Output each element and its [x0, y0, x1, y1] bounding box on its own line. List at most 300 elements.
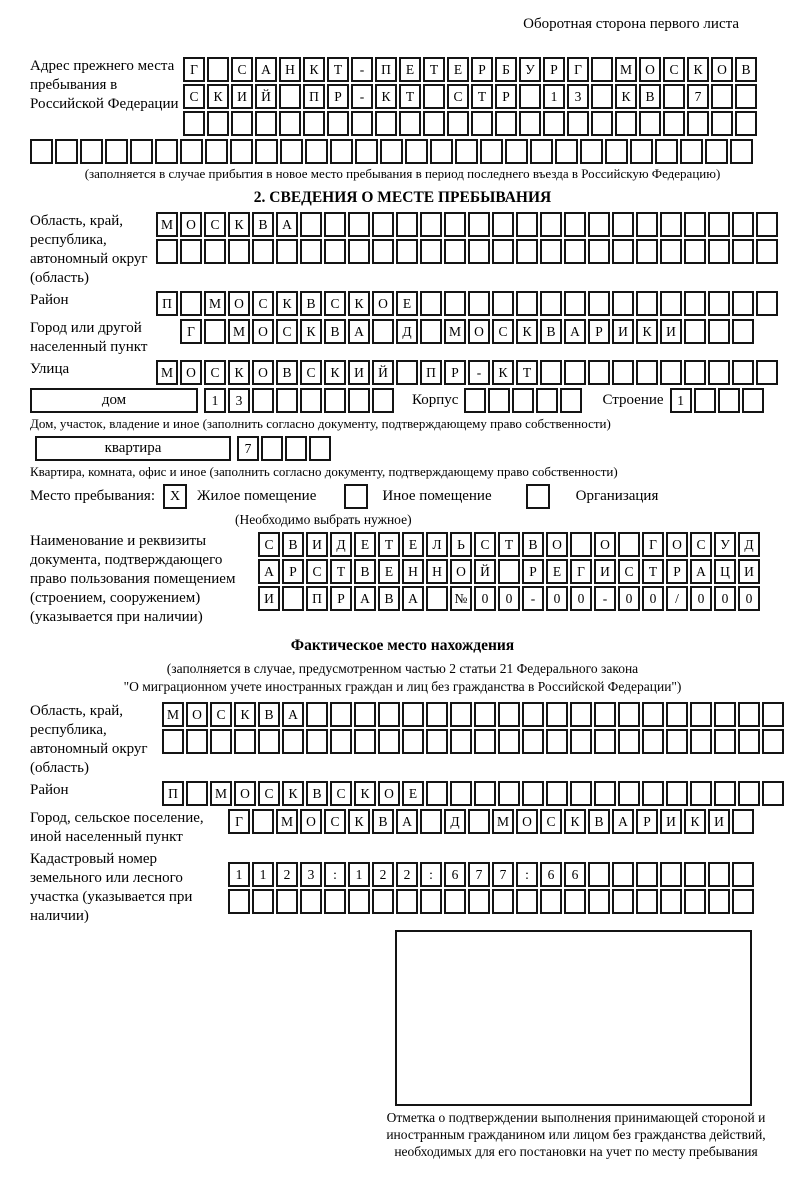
char-cell[interactable]: / — [666, 586, 688, 611]
char-cell[interactable] — [756, 360, 778, 385]
char-cell[interactable] — [680, 139, 703, 164]
char-cell[interactable] — [660, 291, 682, 316]
char-cell[interactable] — [468, 889, 490, 914]
char-cell[interactable] — [618, 729, 640, 754]
char-cell[interactable]: К — [207, 84, 229, 109]
char-cell[interactable] — [708, 319, 730, 344]
char-cell[interactable] — [468, 291, 490, 316]
char-cell[interactable] — [396, 889, 418, 914]
char-cell[interactable]: : — [420, 862, 442, 887]
char-cell[interactable] — [324, 388, 346, 413]
char-cell[interactable] — [282, 729, 304, 754]
char-cell[interactable]: В — [354, 559, 376, 584]
char-cell[interactable] — [636, 360, 658, 385]
char-cell[interactable] — [378, 729, 400, 754]
char-cell[interactable]: 6 — [540, 862, 562, 887]
char-cell[interactable] — [756, 291, 778, 316]
char-cell[interactable]: 2 — [372, 862, 394, 887]
char-cell[interactable] — [372, 319, 394, 344]
char-cell[interactable] — [560, 388, 582, 413]
char-cell[interactable] — [303, 111, 325, 136]
char-cell[interactable] — [420, 239, 442, 264]
char-cell[interactable]: М — [204, 291, 226, 316]
char-cell[interactable]: А — [276, 212, 298, 237]
char-cell[interactable] — [228, 239, 250, 264]
char-cell[interactable] — [162, 729, 184, 754]
char-cell[interactable] — [300, 889, 322, 914]
checkbox-other-premises[interactable] — [344, 484, 368, 509]
char-cell[interactable] — [447, 111, 469, 136]
char-cell[interactable]: 3 — [228, 388, 250, 413]
char-cell[interactable]: О — [516, 809, 538, 834]
char-cell[interactable] — [567, 111, 589, 136]
char-cell[interactable] — [708, 212, 730, 237]
char-cell[interactable]: 1 — [670, 388, 692, 413]
char-cell[interactable] — [330, 729, 352, 754]
char-cell[interactable] — [324, 212, 346, 237]
char-cell[interactable] — [468, 239, 490, 264]
char-cell[interactable]: О — [468, 319, 490, 344]
char-cell[interactable]: А — [612, 809, 634, 834]
char-cell[interactable]: К — [375, 84, 397, 109]
char-cell[interactable] — [348, 889, 370, 914]
char-cell[interactable]: А — [564, 319, 586, 344]
char-cell[interactable] — [555, 139, 578, 164]
char-cell[interactable]: П — [156, 291, 178, 316]
char-cell[interactable] — [588, 889, 610, 914]
char-cell[interactable] — [252, 889, 274, 914]
char-cell[interactable]: К — [348, 291, 370, 316]
char-cell[interactable] — [380, 139, 403, 164]
char-cell[interactable] — [348, 212, 370, 237]
char-cell[interactable] — [354, 702, 376, 727]
char-cell[interactable] — [546, 729, 568, 754]
char-cell[interactable] — [540, 212, 562, 237]
char-cell[interactable]: А — [354, 586, 376, 611]
char-cell[interactable] — [498, 729, 520, 754]
char-cell[interactable]: К — [228, 360, 250, 385]
char-cell[interactable]: 1 — [204, 388, 226, 413]
char-cell[interactable] — [402, 729, 424, 754]
char-cell[interactable]: Ц — [714, 559, 736, 584]
char-cell[interactable]: М — [162, 702, 184, 727]
char-cell[interactable]: - — [351, 84, 373, 109]
char-cell[interactable] — [540, 889, 562, 914]
char-cell[interactable] — [252, 809, 274, 834]
char-cell[interactable] — [594, 781, 616, 806]
char-cell[interactable]: И — [708, 809, 730, 834]
char-cell[interactable]: С — [663, 57, 685, 82]
char-cell[interactable] — [642, 781, 664, 806]
char-cell[interactable] — [540, 291, 562, 316]
char-cell[interactable]: О — [180, 360, 202, 385]
char-cell[interactable]: С — [492, 319, 514, 344]
char-cell[interactable] — [546, 702, 568, 727]
char-cell[interactable]: Н — [279, 57, 301, 82]
char-cell[interactable] — [516, 239, 538, 264]
char-cell[interactable] — [468, 212, 490, 237]
char-cell[interactable] — [330, 702, 352, 727]
char-cell[interactable] — [580, 139, 603, 164]
char-cell[interactable]: 7 — [468, 862, 490, 887]
char-cell[interactable]: К — [354, 781, 376, 806]
char-cell[interactable] — [180, 291, 202, 316]
char-cell[interactable]: М — [156, 212, 178, 237]
char-cell[interactable] — [660, 239, 682, 264]
char-cell[interactable] — [588, 360, 610, 385]
char-cell[interactable]: С — [474, 532, 496, 557]
char-cell[interactable]: О — [711, 57, 733, 82]
char-cell[interactable] — [516, 889, 538, 914]
char-cell[interactable]: 1 — [228, 862, 250, 887]
char-cell[interactable]: 0 — [546, 586, 568, 611]
char-cell[interactable] — [756, 239, 778, 264]
char-cell[interactable]: Д — [330, 532, 352, 557]
char-cell[interactable]: 7 — [237, 436, 259, 461]
char-cell[interactable]: О — [228, 291, 250, 316]
char-cell[interactable]: К — [687, 57, 709, 82]
char-cell[interactable] — [495, 111, 517, 136]
char-cell[interactable] — [690, 729, 712, 754]
char-cell[interactable] — [636, 212, 658, 237]
char-cell[interactable] — [204, 239, 226, 264]
char-cell[interactable]: Р — [636, 809, 658, 834]
char-cell[interactable] — [564, 889, 586, 914]
char-cell[interactable] — [732, 319, 754, 344]
char-cell[interactable] — [714, 702, 736, 727]
char-cell[interactable] — [732, 809, 754, 834]
char-cell[interactable] — [348, 239, 370, 264]
char-cell[interactable] — [762, 781, 784, 806]
char-cell[interactable] — [492, 212, 514, 237]
char-cell[interactable]: С — [210, 702, 232, 727]
char-cell[interactable] — [498, 559, 520, 584]
char-cell[interactable]: Е — [378, 559, 400, 584]
char-cell[interactable]: Р — [522, 559, 544, 584]
char-cell[interactable] — [612, 291, 634, 316]
char-cell[interactable]: С — [258, 781, 280, 806]
char-cell[interactable] — [714, 781, 736, 806]
char-cell[interactable] — [762, 729, 784, 754]
char-cell[interactable] — [642, 729, 664, 754]
char-cell[interactable]: О — [639, 57, 661, 82]
char-cell[interactable] — [732, 862, 754, 887]
char-cell[interactable] — [455, 139, 478, 164]
char-cell[interactable]: И — [231, 84, 253, 109]
char-cell[interactable] — [450, 781, 472, 806]
char-cell[interactable] — [756, 212, 778, 237]
char-cell[interactable] — [183, 111, 205, 136]
char-cell[interactable]: С — [447, 84, 469, 109]
char-cell[interactable] — [546, 781, 568, 806]
char-cell[interactable]: Т — [471, 84, 493, 109]
char-cell[interactable]: М — [444, 319, 466, 344]
char-cell[interactable] — [564, 239, 586, 264]
char-cell[interactable]: 0 — [474, 586, 496, 611]
char-cell[interactable] — [300, 212, 322, 237]
char-cell[interactable] — [735, 111, 757, 136]
char-cell[interactable]: Г — [642, 532, 664, 557]
char-cell[interactable]: П — [306, 586, 328, 611]
char-cell[interactable] — [279, 84, 301, 109]
char-cell[interactable] — [180, 139, 203, 164]
char-cell[interactable] — [594, 729, 616, 754]
char-cell[interactable] — [420, 809, 442, 834]
char-cell[interactable]: С — [258, 532, 280, 557]
char-cell[interactable]: Р — [330, 586, 352, 611]
char-cell[interactable] — [588, 239, 610, 264]
char-cell[interactable]: С — [204, 212, 226, 237]
char-cell[interactable]: К — [348, 809, 370, 834]
char-cell[interactable] — [282, 586, 304, 611]
char-cell[interactable] — [444, 291, 466, 316]
char-cell[interactable] — [762, 702, 784, 727]
char-cell[interactable]: К — [564, 809, 586, 834]
char-cell[interactable] — [306, 729, 328, 754]
char-cell[interactable]: Г — [567, 57, 589, 82]
char-cell[interactable]: С — [540, 809, 562, 834]
char-cell[interactable] — [660, 212, 682, 237]
char-cell[interactable] — [684, 360, 706, 385]
char-cell[interactable] — [205, 139, 228, 164]
char-cell[interactable] — [261, 436, 283, 461]
char-cell[interactable] — [354, 729, 376, 754]
char-cell[interactable]: 0 — [690, 586, 712, 611]
char-cell[interactable] — [210, 729, 232, 754]
char-cell[interactable] — [738, 781, 760, 806]
char-cell[interactable]: С — [183, 84, 205, 109]
char-cell[interactable] — [732, 291, 754, 316]
char-cell[interactable]: В — [258, 702, 280, 727]
char-cell[interactable]: Й — [474, 559, 496, 584]
char-cell[interactable] — [684, 291, 706, 316]
char-cell[interactable] — [488, 388, 510, 413]
char-cell[interactable]: Б — [495, 57, 517, 82]
char-cell[interactable] — [564, 291, 586, 316]
char-cell[interactable] — [655, 139, 678, 164]
char-cell[interactable] — [666, 702, 688, 727]
char-cell[interactable] — [375, 111, 397, 136]
checkbox-organization[interactable] — [526, 484, 550, 509]
char-cell[interactable] — [660, 360, 682, 385]
char-cell[interactable] — [405, 139, 428, 164]
char-cell[interactable] — [588, 862, 610, 887]
char-cell[interactable]: Е — [396, 291, 418, 316]
char-cell[interactable] — [372, 889, 394, 914]
char-cell[interactable]: С — [231, 57, 253, 82]
char-cell[interactable] — [300, 388, 322, 413]
char-cell[interactable]: П — [303, 84, 325, 109]
char-cell[interactable]: К — [636, 319, 658, 344]
char-cell[interactable] — [684, 239, 706, 264]
char-cell[interactable] — [305, 139, 328, 164]
char-cell[interactable] — [330, 139, 353, 164]
char-cell[interactable] — [285, 436, 307, 461]
char-cell[interactable] — [471, 111, 493, 136]
char-cell[interactable]: 1 — [543, 84, 565, 109]
char-cell[interactable] — [636, 291, 658, 316]
char-cell[interactable]: К — [282, 781, 304, 806]
char-cell[interactable]: В — [306, 781, 328, 806]
char-cell[interactable]: Р — [543, 57, 565, 82]
char-cell[interactable] — [255, 111, 277, 136]
char-cell[interactable]: : — [516, 862, 538, 887]
char-cell[interactable] — [522, 702, 544, 727]
char-cell[interactable] — [530, 139, 553, 164]
char-cell[interactable]: О — [594, 532, 616, 557]
char-cell[interactable]: П — [375, 57, 397, 82]
char-cell[interactable]: О — [378, 781, 400, 806]
char-cell[interactable]: К — [492, 360, 514, 385]
char-cell[interactable] — [180, 239, 202, 264]
char-cell[interactable]: В — [540, 319, 562, 344]
char-cell[interactable]: С — [690, 532, 712, 557]
char-cell[interactable] — [444, 239, 466, 264]
char-cell[interactable] — [306, 702, 328, 727]
char-cell[interactable]: Р — [282, 559, 304, 584]
char-cell[interactable] — [708, 889, 730, 914]
char-cell[interactable]: 2 — [396, 862, 418, 887]
char-cell[interactable]: К — [234, 702, 256, 727]
char-cell[interactable]: К — [516, 319, 538, 344]
char-cell[interactable] — [207, 57, 229, 82]
char-cell[interactable] — [543, 111, 565, 136]
char-cell[interactable]: И — [660, 809, 682, 834]
char-cell[interactable] — [519, 111, 541, 136]
char-cell[interactable] — [618, 702, 640, 727]
char-cell[interactable]: А — [258, 559, 280, 584]
char-cell[interactable] — [276, 889, 298, 914]
char-cell[interactable] — [444, 889, 466, 914]
char-cell[interactable] — [684, 862, 706, 887]
char-cell[interactable] — [735, 84, 757, 109]
char-cell[interactable] — [474, 702, 496, 727]
char-cell[interactable]: 6 — [444, 862, 466, 887]
char-cell[interactable] — [639, 111, 661, 136]
char-cell[interactable]: 3 — [567, 84, 589, 109]
char-cell[interactable]: - — [468, 360, 490, 385]
char-cell[interactable] — [536, 388, 558, 413]
char-cell[interactable] — [612, 212, 634, 237]
char-cell[interactable]: С — [324, 291, 346, 316]
char-cell[interactable]: К — [684, 809, 706, 834]
char-cell[interactable]: О — [234, 781, 256, 806]
char-cell[interactable]: 1 — [348, 862, 370, 887]
char-cell[interactable]: Г — [570, 559, 592, 584]
char-cell[interactable] — [591, 111, 613, 136]
char-cell[interactable] — [480, 139, 503, 164]
char-cell[interactable]: Е — [399, 57, 421, 82]
char-cell[interactable] — [228, 889, 250, 914]
char-cell[interactable] — [155, 139, 178, 164]
char-cell[interactable] — [426, 586, 448, 611]
char-cell[interactable]: О — [252, 360, 274, 385]
char-cell[interactable] — [420, 212, 442, 237]
char-cell[interactable]: 3 — [300, 862, 322, 887]
char-cell[interactable] — [492, 239, 514, 264]
char-cell[interactable] — [396, 360, 418, 385]
char-cell[interactable] — [705, 139, 728, 164]
char-cell[interactable]: Т — [498, 532, 520, 557]
char-cell[interactable]: С — [618, 559, 640, 584]
char-cell[interactable] — [738, 702, 760, 727]
char-cell[interactable]: К — [615, 84, 637, 109]
char-cell[interactable] — [450, 702, 472, 727]
char-cell[interactable] — [519, 84, 541, 109]
char-cell[interactable] — [396, 212, 418, 237]
char-cell[interactable] — [694, 388, 716, 413]
char-cell[interactable]: 7 — [687, 84, 709, 109]
char-cell[interactable] — [426, 729, 448, 754]
char-cell[interactable] — [564, 212, 586, 237]
char-cell[interactable] — [690, 702, 712, 727]
char-cell[interactable]: О — [372, 291, 394, 316]
char-cell[interactable]: С — [204, 360, 226, 385]
char-cell[interactable] — [105, 139, 128, 164]
char-cell[interactable] — [708, 862, 730, 887]
char-cell[interactable] — [690, 781, 712, 806]
char-cell[interactable]: К — [300, 319, 322, 344]
char-cell[interactable] — [423, 111, 445, 136]
char-cell[interactable]: С — [330, 781, 352, 806]
char-cell[interactable] — [591, 57, 613, 82]
char-cell[interactable] — [492, 889, 514, 914]
char-cell[interactable] — [372, 239, 394, 264]
char-cell[interactable] — [708, 239, 730, 264]
char-cell[interactable]: Е — [546, 559, 568, 584]
char-cell[interactable] — [355, 139, 378, 164]
char-cell[interactable] — [252, 388, 274, 413]
char-cell[interactable]: М — [210, 781, 232, 806]
char-cell[interactable] — [708, 291, 730, 316]
char-cell[interactable]: 0 — [570, 586, 592, 611]
char-cell[interactable]: К — [303, 57, 325, 82]
char-cell[interactable] — [684, 319, 706, 344]
char-cell[interactable]: Й — [372, 360, 394, 385]
char-cell[interactable] — [612, 862, 634, 887]
char-cell[interactable] — [660, 862, 682, 887]
char-cell[interactable]: В — [372, 809, 394, 834]
char-cell[interactable]: В — [378, 586, 400, 611]
char-cell[interactable] — [732, 889, 754, 914]
char-cell[interactable]: И — [306, 532, 328, 557]
char-cell[interactable] — [280, 139, 303, 164]
char-cell[interactable]: - — [594, 586, 616, 611]
char-cell[interactable]: Е — [402, 532, 424, 557]
char-cell[interactable]: - — [351, 57, 373, 82]
char-cell[interactable] — [718, 388, 740, 413]
char-cell[interactable] — [464, 388, 486, 413]
char-cell[interactable] — [234, 729, 256, 754]
char-cell[interactable]: А — [348, 319, 370, 344]
char-cell[interactable]: 0 — [738, 586, 760, 611]
char-cell[interactable]: Т — [378, 532, 400, 557]
char-cell[interactable] — [732, 239, 754, 264]
char-cell[interactable]: П — [420, 360, 442, 385]
char-cell[interactable]: В — [588, 809, 610, 834]
char-cell[interactable] — [130, 139, 153, 164]
char-cell[interactable]: В — [639, 84, 661, 109]
char-cell[interactable]: В — [522, 532, 544, 557]
char-cell[interactable]: Г — [180, 319, 202, 344]
char-cell[interactable] — [399, 111, 421, 136]
char-cell[interactable]: И — [594, 559, 616, 584]
char-cell[interactable] — [636, 239, 658, 264]
char-cell[interactable]: В — [300, 291, 322, 316]
char-cell[interactable]: С — [306, 559, 328, 584]
char-cell[interactable]: Р — [471, 57, 493, 82]
char-cell[interactable]: К — [276, 291, 298, 316]
